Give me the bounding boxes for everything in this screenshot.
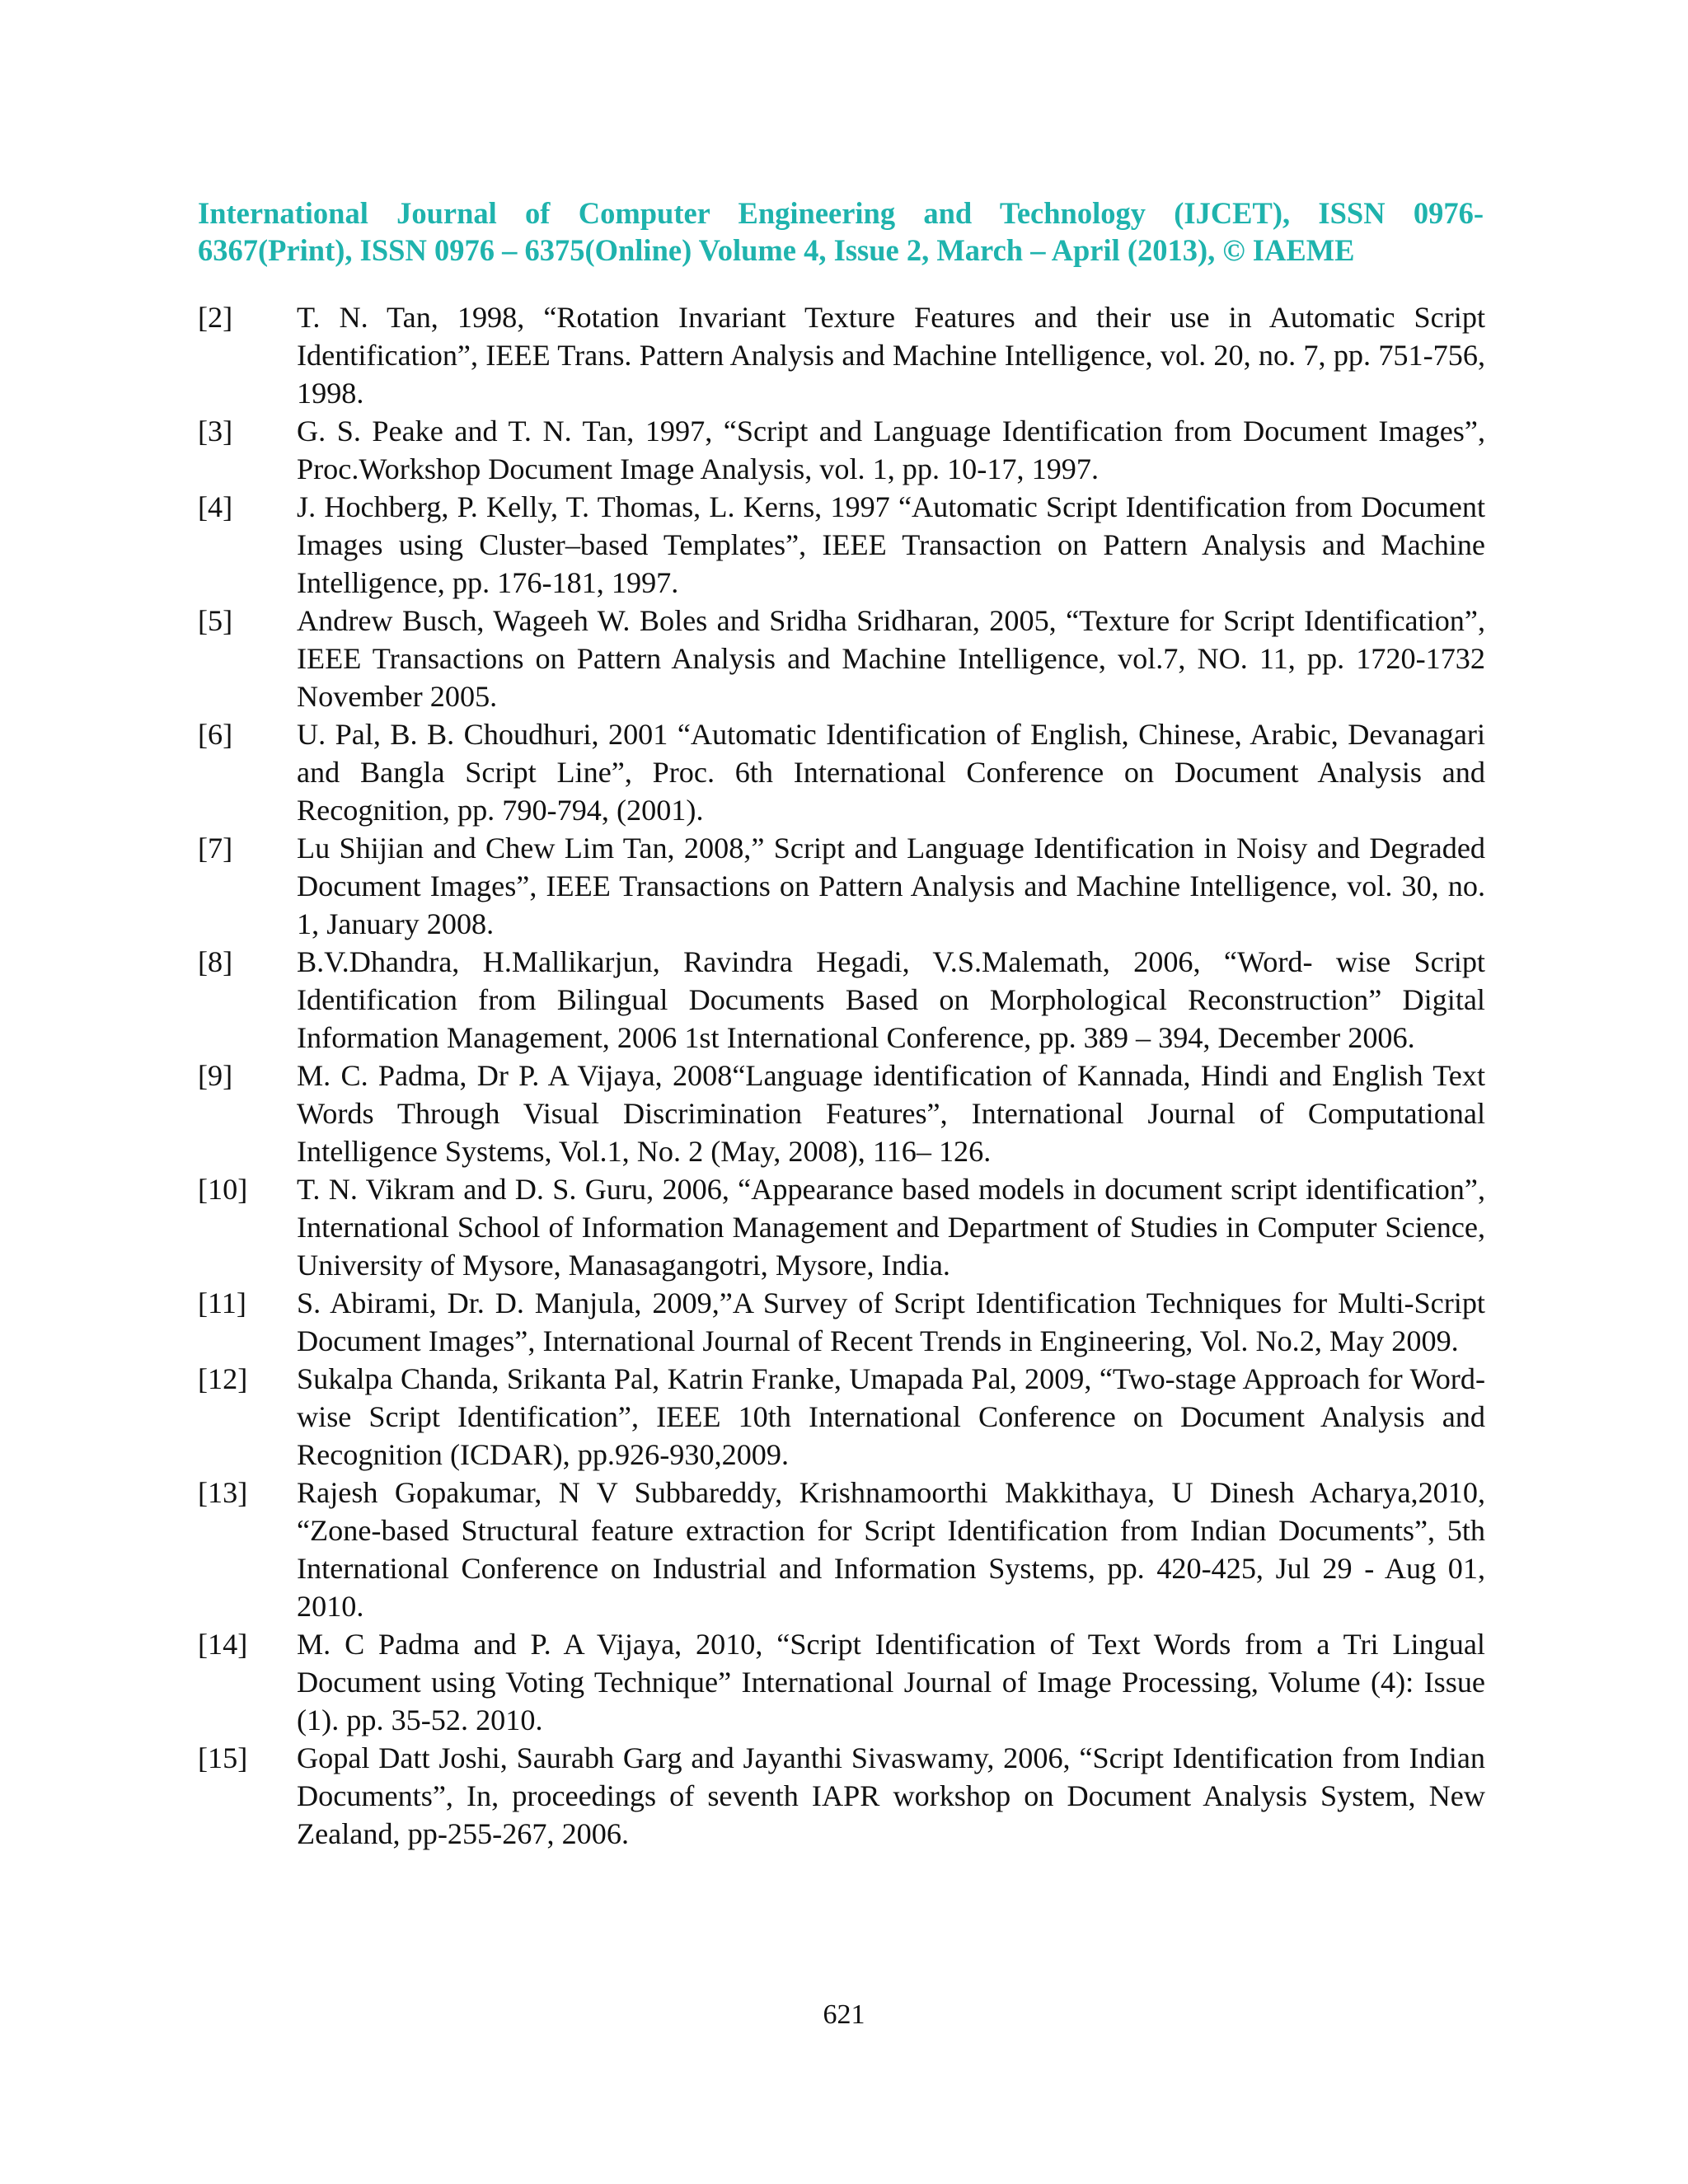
reference-item: [198, 1284, 1485, 1360]
reference-text: M. C Padma and P. A Vijaya, 2010, “Script Identification of Text Words from a Tri Lingual Document using Voting Technique” International Journal of Image Processing, Volume (4): Issue (1). pp. 35-52. 2010.: [297, 1628, 1485, 1736]
reference-number: [5]: [198, 604, 233, 637]
reference-item: [198, 1170, 1485, 1284]
reference-text: J. Hochberg, P. Kelly, T. Thomas, L. Kerns, 1997 “Automatic Script Identification from Document Images using Cluster–based Templates”, IEEE Transaction on Pattern Analysis and Machine Intelligence, pp. 176-181, 1997.: [297, 490, 1485, 599]
reference-item: [198, 829, 1485, 943]
reference-list: [198, 298, 1485, 1853]
reference-item: [198, 488, 1485, 602]
reference-number: [10]: [198, 1173, 248, 1206]
reference-text: Lu Shijian and Chew Lim Tan, 2008,” Script and Language Identification in Noisy and Degraded Document Images”, IEEE Transactions on Pattern Analysis and Machine Intelligence, vol. 30, no. 1, January 2008.: [297, 832, 1485, 940]
page-number: 621: [823, 1999, 865, 2030]
reference-number: [7]: [198, 832, 233, 865]
reference-number: [8]: [198, 945, 233, 978]
reference-text: Sukalpa Chanda, Srikanta Pal, Katrin Franke, Umapada Pal, 2009, “Two-stage Approach for Word-wise Script Identification”, IEEE 10th International Conference on Document Analysis and Recognition (ICDAR), pp.926-930,2009.: [297, 1362, 1485, 1471]
reference-text: G. S. Peake and T. N. Tan, 1997, “Script and Language Identification from Document Images”, Proc.Workshop Document Image Analysis, vol. 1, pp. 10-17, 1997.: [297, 415, 1485, 485]
journal-header: [198, 194, 1484, 269]
reference-number: [3]: [198, 415, 233, 448]
reference-item: [198, 1057, 1485, 1170]
reference-number: [15]: [198, 1741, 248, 1774]
reference-item: [198, 943, 1485, 1057]
reference-text: T. N. Vikram and D. S. Guru, 2006, “Appearance based models in document script identification”, International School of Information Management and Department of Studies in Computer Science, University of Mysore, Manasagangotri, Mysore, India.: [297, 1173, 1485, 1282]
reference-item: [198, 1625, 1485, 1739]
reference-text: M. C. Padma, Dr P. A Vijaya, 2008“Language identification of Kannada, Hindi and English Text Words Through Visual Discrimination Features”, International Journal of Computational Intelligence Systems, Vol.1, No. 2 (May, 2008), 116– 126.: [297, 1059, 1485, 1168]
reference-number: [11]: [198, 1286, 246, 1319]
reference-item: [198, 602, 1485, 715]
reference-item: [198, 1739, 1485, 1853]
reference-item: [198, 412, 1485, 488]
reference-number: [9]: [198, 1059, 233, 1092]
reference-item: [198, 1474, 1485, 1625]
reference-item: [198, 298, 1485, 412]
reference-text: Andrew Busch, Wageeh W. Boles and Sridha Sridharan, 2005, “Texture for Script Identification”, IEEE Transactions on Pattern Analysis and Machine Intelligence, vol.7, NO. 11, pp. 1720-1732 November 2005.: [297, 604, 1485, 713]
journal-header-line-1: International Journal of Computer Engineering and Technology (IJCET), ISSN 0976-: [198, 196, 1484, 230]
reference-text: T. N. Tan, 1998, “Rotation Invariant Texture Features and their use in Automatic Script Identification”, IEEE Trans. Pattern Analysis and Machine Intelligence, vol. 20, no. 7, pp. 751-756, 1998.: [297, 301, 1485, 410]
reference-number: [4]: [198, 490, 233, 523]
reference-text: U. Pal, B. B. Choudhuri, 2001 “Automatic Identification of English, Chinese, Arabic, Devanagari and Bangla Script Line”, Proc. 6th International Conference on Document Analysis and Recognition, pp. 790-794, (2001).: [297, 718, 1485, 827]
reference-number: [12]: [198, 1362, 248, 1395]
reference-item: [198, 1360, 1485, 1474]
reference-number: [2]: [198, 301, 233, 334]
reference-item: [198, 715, 1485, 829]
reference-number: [6]: [198, 718, 233, 751]
reference-text: Rajesh Gopakumar, N V Subbareddy, Krishnamoorthi Makkithaya, U Dinesh Acharya,2010, “Zone-based Structural feature extraction for Script Identification from Indian Documents”, 5th International Conference on Industrial and Information Systems, pp. 420-425, Jul 29 - Aug 01, 2010.: [297, 1476, 1485, 1623]
reference-text: S. Abirami, Dr. D. Manjula, 2009,”A Survey of Script Identification Techniques for Multi-Script Document Images”, International Journal of Recent Trends in Engineering, Vol. No.2, May 2009.: [297, 1286, 1485, 1357]
reference-text: Gopal Datt Joshi, Saurabh Garg and Jayanthi Sivaswamy, 2006, “Script Identification from Indian Documents”, In, proceedings of seventh IAPR workshop on Document Analysis System, New Zealand, pp-255-267, 2006.: [297, 1741, 1485, 1850]
reference-text: B.V.Dhandra, H.Mallikarjun, Ravindra Hegadi, V.S.Malemath, 2006, “Word- wise Script Identification from Bilingual Documents Based on Morphological Reconstruction” Digital Information Management, 2006 1st International Conference, pp. 389 – 394, December 2006.: [297, 945, 1485, 1054]
reference-number: [14]: [198, 1628, 248, 1661]
journal-header-line-2: 6367(Print), ISSN 0976 – 6375(Online) Volume 4, Issue 2, March – April (2013), © IAEME: [198, 233, 1355, 267]
reference-number: [13]: [198, 1476, 248, 1509]
